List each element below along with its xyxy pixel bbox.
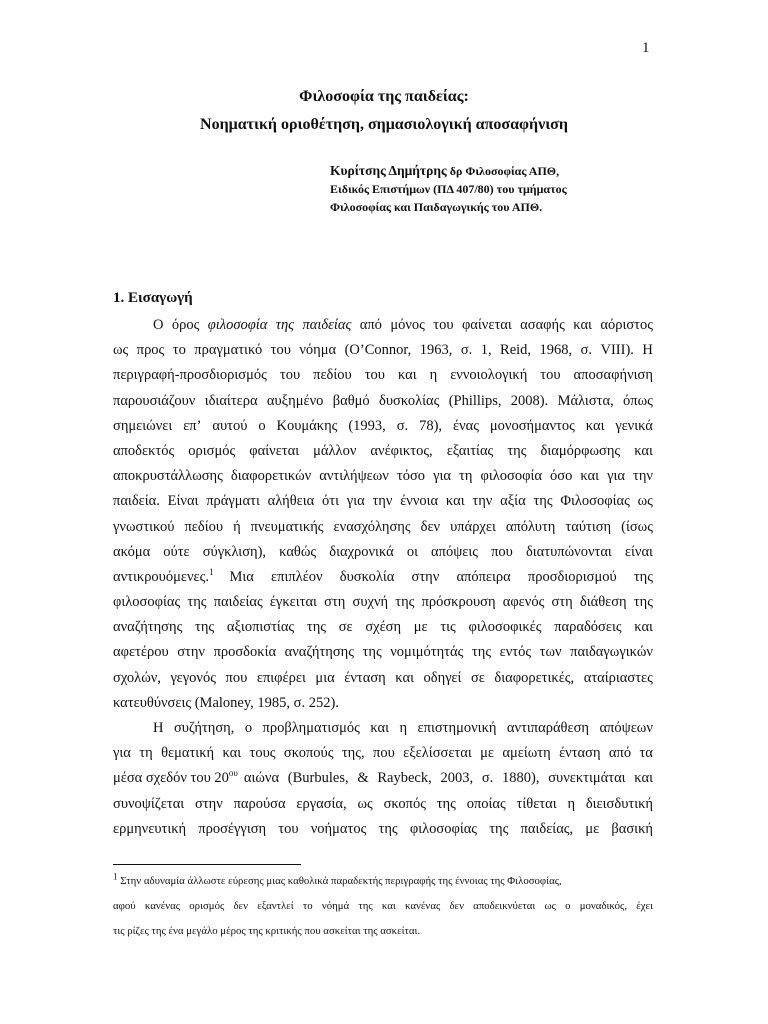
word: από: [359, 317, 382, 333]
word: Μάλιστα,: [557, 392, 614, 409]
word: το: [302, 900, 313, 913]
word: οι: [406, 543, 418, 560]
word: πεδίου: [313, 367, 352, 384]
body-line: [113, 439, 653, 464]
word: της: [195, 619, 215, 636]
word: Φιλοσοφίας: [560, 493, 630, 510]
page-number: 1: [642, 40, 650, 56]
word: ως: [113, 342, 129, 359]
word: στην: [195, 795, 223, 812]
word: δεν: [233, 900, 248, 913]
word: διάθεση: [579, 594, 627, 611]
word: απόψεων: [599, 720, 653, 736]
word: και: [634, 442, 653, 459]
word: ορισμός: [188, 442, 236, 459]
word: παρούσα: [233, 795, 286, 812]
word: φιλοσοφίας: [409, 820, 478, 837]
footnote-line: [113, 894, 653, 919]
word: όρος: [171, 317, 200, 333]
word: νομιμότητάς: [390, 644, 464, 661]
word: αόριστος: [600, 317, 653, 333]
body-line: [113, 640, 653, 665]
word: ούτε: [163, 543, 190, 560]
word: αυτού: [212, 417, 248, 434]
word: επ’: [183, 417, 202, 434]
body-line: [113, 792, 653, 817]
word: πεδίου: [184, 518, 224, 535]
word: (Phillips,: [448, 392, 502, 409]
word: αυξημένο: [266, 392, 324, 409]
word: του: [364, 367, 385, 384]
word: υπάρχει: [450, 518, 496, 535]
word: τα: [639, 745, 653, 762]
word: την: [372, 493, 393, 510]
word: Η: [642, 342, 653, 359]
word: παιδείας,: [520, 820, 574, 837]
word: ο: [244, 720, 253, 736]
word: θεματική: [161, 745, 215, 762]
word: σκοπούς: [283, 745, 334, 762]
word: αλήθεια: [267, 493, 315, 510]
word: και: [445, 493, 465, 510]
word: μια: [315, 669, 335, 686]
word: επιστημονική: [417, 720, 497, 736]
word: σκοπός: [383, 795, 426, 812]
word: παραδόσεις: [554, 619, 622, 636]
word: ή: [233, 518, 241, 535]
word: εξαντλεί: [257, 900, 294, 913]
word: της: [507, 442, 527, 459]
word: φαίνεται: [461, 317, 512, 333]
word: προς: [136, 342, 165, 359]
word: με: [585, 820, 600, 837]
word: τους: [249, 745, 276, 762]
word: εννοιολογική: [450, 367, 528, 384]
word: συζήτηση,: [173, 720, 235, 736]
word: εργασία,: [296, 795, 347, 812]
word: αφετέρου: [113, 644, 169, 661]
word: 1963,: [419, 342, 453, 359]
word: συχνή: [352, 594, 389, 611]
word: εξαιτίας: [446, 442, 494, 459]
footnote-line-1-text: $^1$ Στην αδυναμία άλλωστε εύρεσης μιας καθολικά παραδεκτής περιγραφής της έννοιας της Φιλοσοφίας,: [113, 871, 562, 887]
word: νοήματος: [310, 820, 367, 837]
word: 1,: [480, 342, 492, 359]
word: αφενός: [502, 594, 545, 611]
word: απόλυτη: [505, 518, 556, 535]
word: (ίσως: [621, 518, 653, 535]
word: σ.: [396, 417, 409, 434]
word: Reid,: [500, 342, 532, 359]
italic-word: παιδείας: [302, 317, 352, 333]
word: δεν: [420, 518, 441, 535]
word: νόημα: [299, 342, 337, 359]
word: σ.: [460, 342, 473, 359]
body-line: [113, 338, 653, 363]
footnote-marker: 1: [113, 871, 118, 882]
word: σημειώνει: [113, 417, 173, 434]
word: αποσαφήνιση: [573, 367, 653, 384]
word: οποίας: [466, 795, 506, 812]
footnote-line-last: τις ρίζες της ένα μεγάλο μέρος της κριτικής που ασκείται της ασκείται.: [113, 925, 421, 938]
body-line: [113, 414, 653, 439]
word: σ.: [580, 342, 593, 359]
word: προσδοκία: [213, 644, 277, 661]
word: παρουσιάζουν: [113, 392, 196, 409]
footnote-ref-text: αντικρουόμενες.$^1$: [113, 567, 214, 585]
footnote-ref-continuation: Μια επιπλέον δυσκολία στην απόπειρα προσδιορισμού της: [229, 568, 653, 585]
body-line-footnote-ref: [113, 565, 653, 590]
word: του: [540, 367, 561, 384]
word: προβληματισμός: [262, 720, 360, 736]
word: της: [533, 493, 553, 510]
word: η: [429, 367, 438, 384]
word: αντιλήψεων: [319, 468, 389, 485]
word: ασαφής: [520, 317, 565, 333]
body-line: [113, 716, 653, 741]
word: δεν: [449, 900, 464, 913]
word: πνευματικής: [250, 518, 324, 535]
word: της: [395, 594, 415, 611]
word: ένας: [452, 417, 479, 434]
word: του: [278, 820, 299, 837]
word: ο: [258, 417, 266, 434]
word: την: [633, 468, 653, 485]
word: φιλοσοφίας: [113, 594, 181, 611]
word: ο: [565, 900, 571, 913]
footnote-line-1: [113, 869, 653, 894]
word: αταίριαστες: [583, 669, 653, 686]
word: μόνος: [390, 317, 425, 333]
word: διαμόρφωσης: [540, 442, 621, 459]
word: απόψεις: [431, 543, 479, 560]
word: της: [187, 594, 207, 611]
body-line: [113, 741, 653, 766]
word: της: [306, 619, 327, 636]
word: σχέση: [365, 619, 402, 636]
word: σύγκλιση),: [202, 543, 267, 560]
body-line: [113, 817, 653, 842]
word: ενασχόλησης: [333, 518, 411, 535]
word: διαφορετικές,: [494, 669, 575, 686]
word: στη: [324, 594, 346, 611]
word: και: [634, 619, 653, 636]
italic-word: φιλοσοφία: [207, 317, 268, 333]
word: Κουμάκης: [276, 417, 338, 434]
word: γνωστικού: [113, 518, 175, 535]
word: μοναδικός,: [579, 900, 628, 913]
body-line: [113, 389, 653, 414]
word: γεγονός: [170, 669, 216, 686]
body-text: [113, 313, 653, 842]
word: VIII).: [600, 342, 634, 359]
word: κανένας: [144, 900, 181, 913]
word: όσο: [550, 468, 573, 485]
body-line: [113, 615, 653, 640]
word: του: [270, 342, 291, 359]
word: φιλοσοφικές: [468, 619, 542, 636]
word: φιλοσοφία: [480, 468, 542, 485]
footnote: [113, 869, 653, 945]
word: βασική: [611, 820, 653, 837]
century-suffix: ου: [228, 768, 238, 779]
word: της: [362, 644, 382, 661]
word: και: [397, 367, 417, 384]
word: Η: [153, 720, 164, 736]
word: από: [608, 745, 632, 762]
document-subtitle: Νοηματική οριοθέτηση, σημασιολογική αποσαφήνιση: [200, 116, 568, 133]
century-continuation: αιώνα (Burbules, & Raybeck, 2003, σ. 1880), συνεκτιμάται και: [243, 770, 653, 787]
word: που: [373, 745, 395, 762]
word: πράγματι: [206, 493, 260, 510]
word: μονοσήμαντος: [489, 417, 575, 434]
word: κανένας: [405, 900, 441, 913]
word: ένταση: [344, 669, 386, 686]
word: και: [370, 720, 390, 736]
word: συνοψίζεται: [113, 795, 185, 812]
word: των: [539, 644, 562, 661]
body-line-century: [113, 766, 653, 791]
word: και: [573, 317, 592, 333]
body-line: [113, 540, 653, 565]
word: 2008).: [510, 392, 549, 409]
word: βαθμό: [332, 392, 370, 409]
word: της: [471, 644, 492, 661]
body-line-paragraph-end: κατευθύνσεις (Maloney, 1985, σ. 252).: [113, 694, 339, 711]
word: το: [172, 342, 186, 359]
word: στην: [177, 644, 205, 661]
word: προσέγγιση: [198, 820, 267, 837]
word: αποκρυστάλλωσης: [113, 468, 223, 485]
word: σχολών,: [113, 669, 161, 686]
word: 78),: [419, 417, 443, 434]
body-line: [113, 363, 653, 388]
word: σε: [470, 669, 485, 686]
word: οδηγεί: [423, 669, 462, 686]
word: η: [567, 795, 576, 812]
author-block: [330, 162, 567, 216]
word: όπως: [623, 392, 653, 409]
word: για: [346, 493, 365, 510]
word: τη: [139, 745, 153, 762]
word: (1993,: [348, 417, 386, 434]
word: Ο: [153, 317, 164, 333]
word: παιδαγωγικών: [570, 644, 653, 661]
word: της: [358, 900, 373, 913]
word: αντιπαράθεση: [506, 720, 589, 736]
body-line-1: [113, 313, 653, 338]
word: του: [433, 317, 454, 333]
word: τις: [440, 619, 456, 636]
word: ορισμός: [189, 900, 225, 913]
author-name: Κυρίτσης Δημήτρης: [330, 163, 447, 178]
word: αφού: [113, 900, 136, 913]
word: της: [436, 795, 456, 812]
body-line: [113, 515, 653, 540]
word: γενικά: [615, 417, 653, 434]
footnote-ref-marker: 1: [208, 567, 214, 578]
author-line-1: [330, 162, 567, 180]
word: της,: [341, 745, 365, 762]
word: για: [113, 745, 131, 762]
word: φαίνεται: [249, 442, 300, 459]
section-heading: 1. Εισαγωγή: [113, 290, 193, 306]
word: του: [279, 367, 301, 384]
author-line-2: Ειδικός Επιστήμων (ΠΔ 407/80) του τμήματος: [330, 182, 567, 196]
word: μάλλον: [313, 442, 357, 459]
word: διατυπώνονται: [525, 543, 612, 560]
body-line: [113, 489, 653, 514]
word: αμείωτη: [502, 745, 551, 762]
word: και: [395, 669, 414, 686]
word: για: [433, 468, 451, 485]
word: και: [580, 468, 600, 485]
word: είναι: [624, 543, 653, 560]
author-degree: δρ Φιλοσοφίας ΑΠΘ,: [446, 164, 560, 178]
word: ως: [637, 493, 653, 510]
word: πρόσκρουση: [421, 594, 496, 611]
word: (O’Connor,: [344, 342, 412, 359]
word: αξιοπιστίας: [226, 619, 295, 636]
word: Είναι: [167, 493, 199, 510]
word: ιδιαίτερα: [204, 392, 258, 409]
word: αξία: [500, 493, 526, 510]
footnote-separator: [113, 864, 301, 865]
word: διαφορετικών: [230, 468, 312, 485]
word: και: [222, 745, 242, 762]
word: αναζήτησης: [284, 644, 354, 661]
word: έννοια: [400, 493, 439, 510]
word: που: [491, 543, 513, 560]
word: πραγματικό: [194, 342, 263, 359]
word: ως: [544, 900, 556, 913]
word: επιφέρει: [256, 669, 306, 686]
century-text: μέσα σχεδόν του $20^{o\upsilon}$: [113, 768, 238, 787]
word: την: [472, 493, 493, 510]
word: της: [633, 594, 653, 611]
word: νόημά: [321, 900, 350, 913]
word: η: [399, 720, 408, 736]
word: με: [413, 619, 428, 636]
word: στη: [551, 594, 573, 611]
word: τίθεται: [516, 795, 557, 812]
word: της: [489, 820, 509, 837]
word: ανέφικτος,: [370, 442, 433, 459]
word: σε: [338, 619, 353, 636]
word: τη: [459, 468, 473, 485]
word: αποδεικνύεται: [473, 900, 536, 913]
word: ταύτιση: [565, 518, 612, 535]
word: της: [378, 820, 398, 837]
word: αναζήτησης: [113, 619, 183, 636]
word: καθώς: [279, 543, 317, 560]
author-line-3: Φιλοσοφίας και Παιδαγωγικής του ΑΠΘ.: [330, 200, 543, 214]
word: ερμηνευτική: [113, 820, 187, 837]
word: αποδεκτός: [113, 442, 175, 459]
body-line: [113, 464, 653, 489]
word: δυσκολίας: [379, 392, 440, 409]
word: για: [607, 468, 625, 485]
word: εξελίσσεται: [403, 745, 472, 762]
word: τόσο: [396, 468, 426, 485]
word: και: [585, 417, 605, 434]
word: που: [225, 669, 248, 686]
document-title: Φιλοσοφία της παιδείας:: [299, 88, 469, 105]
word: και: [381, 900, 396, 913]
word: ως: [357, 795, 373, 812]
word: διεισδυτική: [585, 795, 653, 812]
word: έγκειται: [269, 594, 317, 611]
body-line: [113, 590, 653, 615]
word: διαχρονικά: [329, 543, 394, 560]
word: έχει: [636, 900, 653, 913]
word: ένταση: [559, 745, 601, 762]
word: ότι: [322, 493, 340, 510]
word: περιγραφή-προσδιορισμός: [113, 367, 267, 384]
italic-word: της: [275, 317, 295, 333]
word: με: [480, 745, 494, 762]
word: παιδείας: [213, 594, 263, 611]
word: ακόμα: [113, 543, 151, 560]
word: εντός: [499, 644, 532, 661]
body-line: [113, 666, 653, 691]
word: 1968,: [539, 342, 573, 359]
word: παιδεία.: [113, 493, 160, 510]
